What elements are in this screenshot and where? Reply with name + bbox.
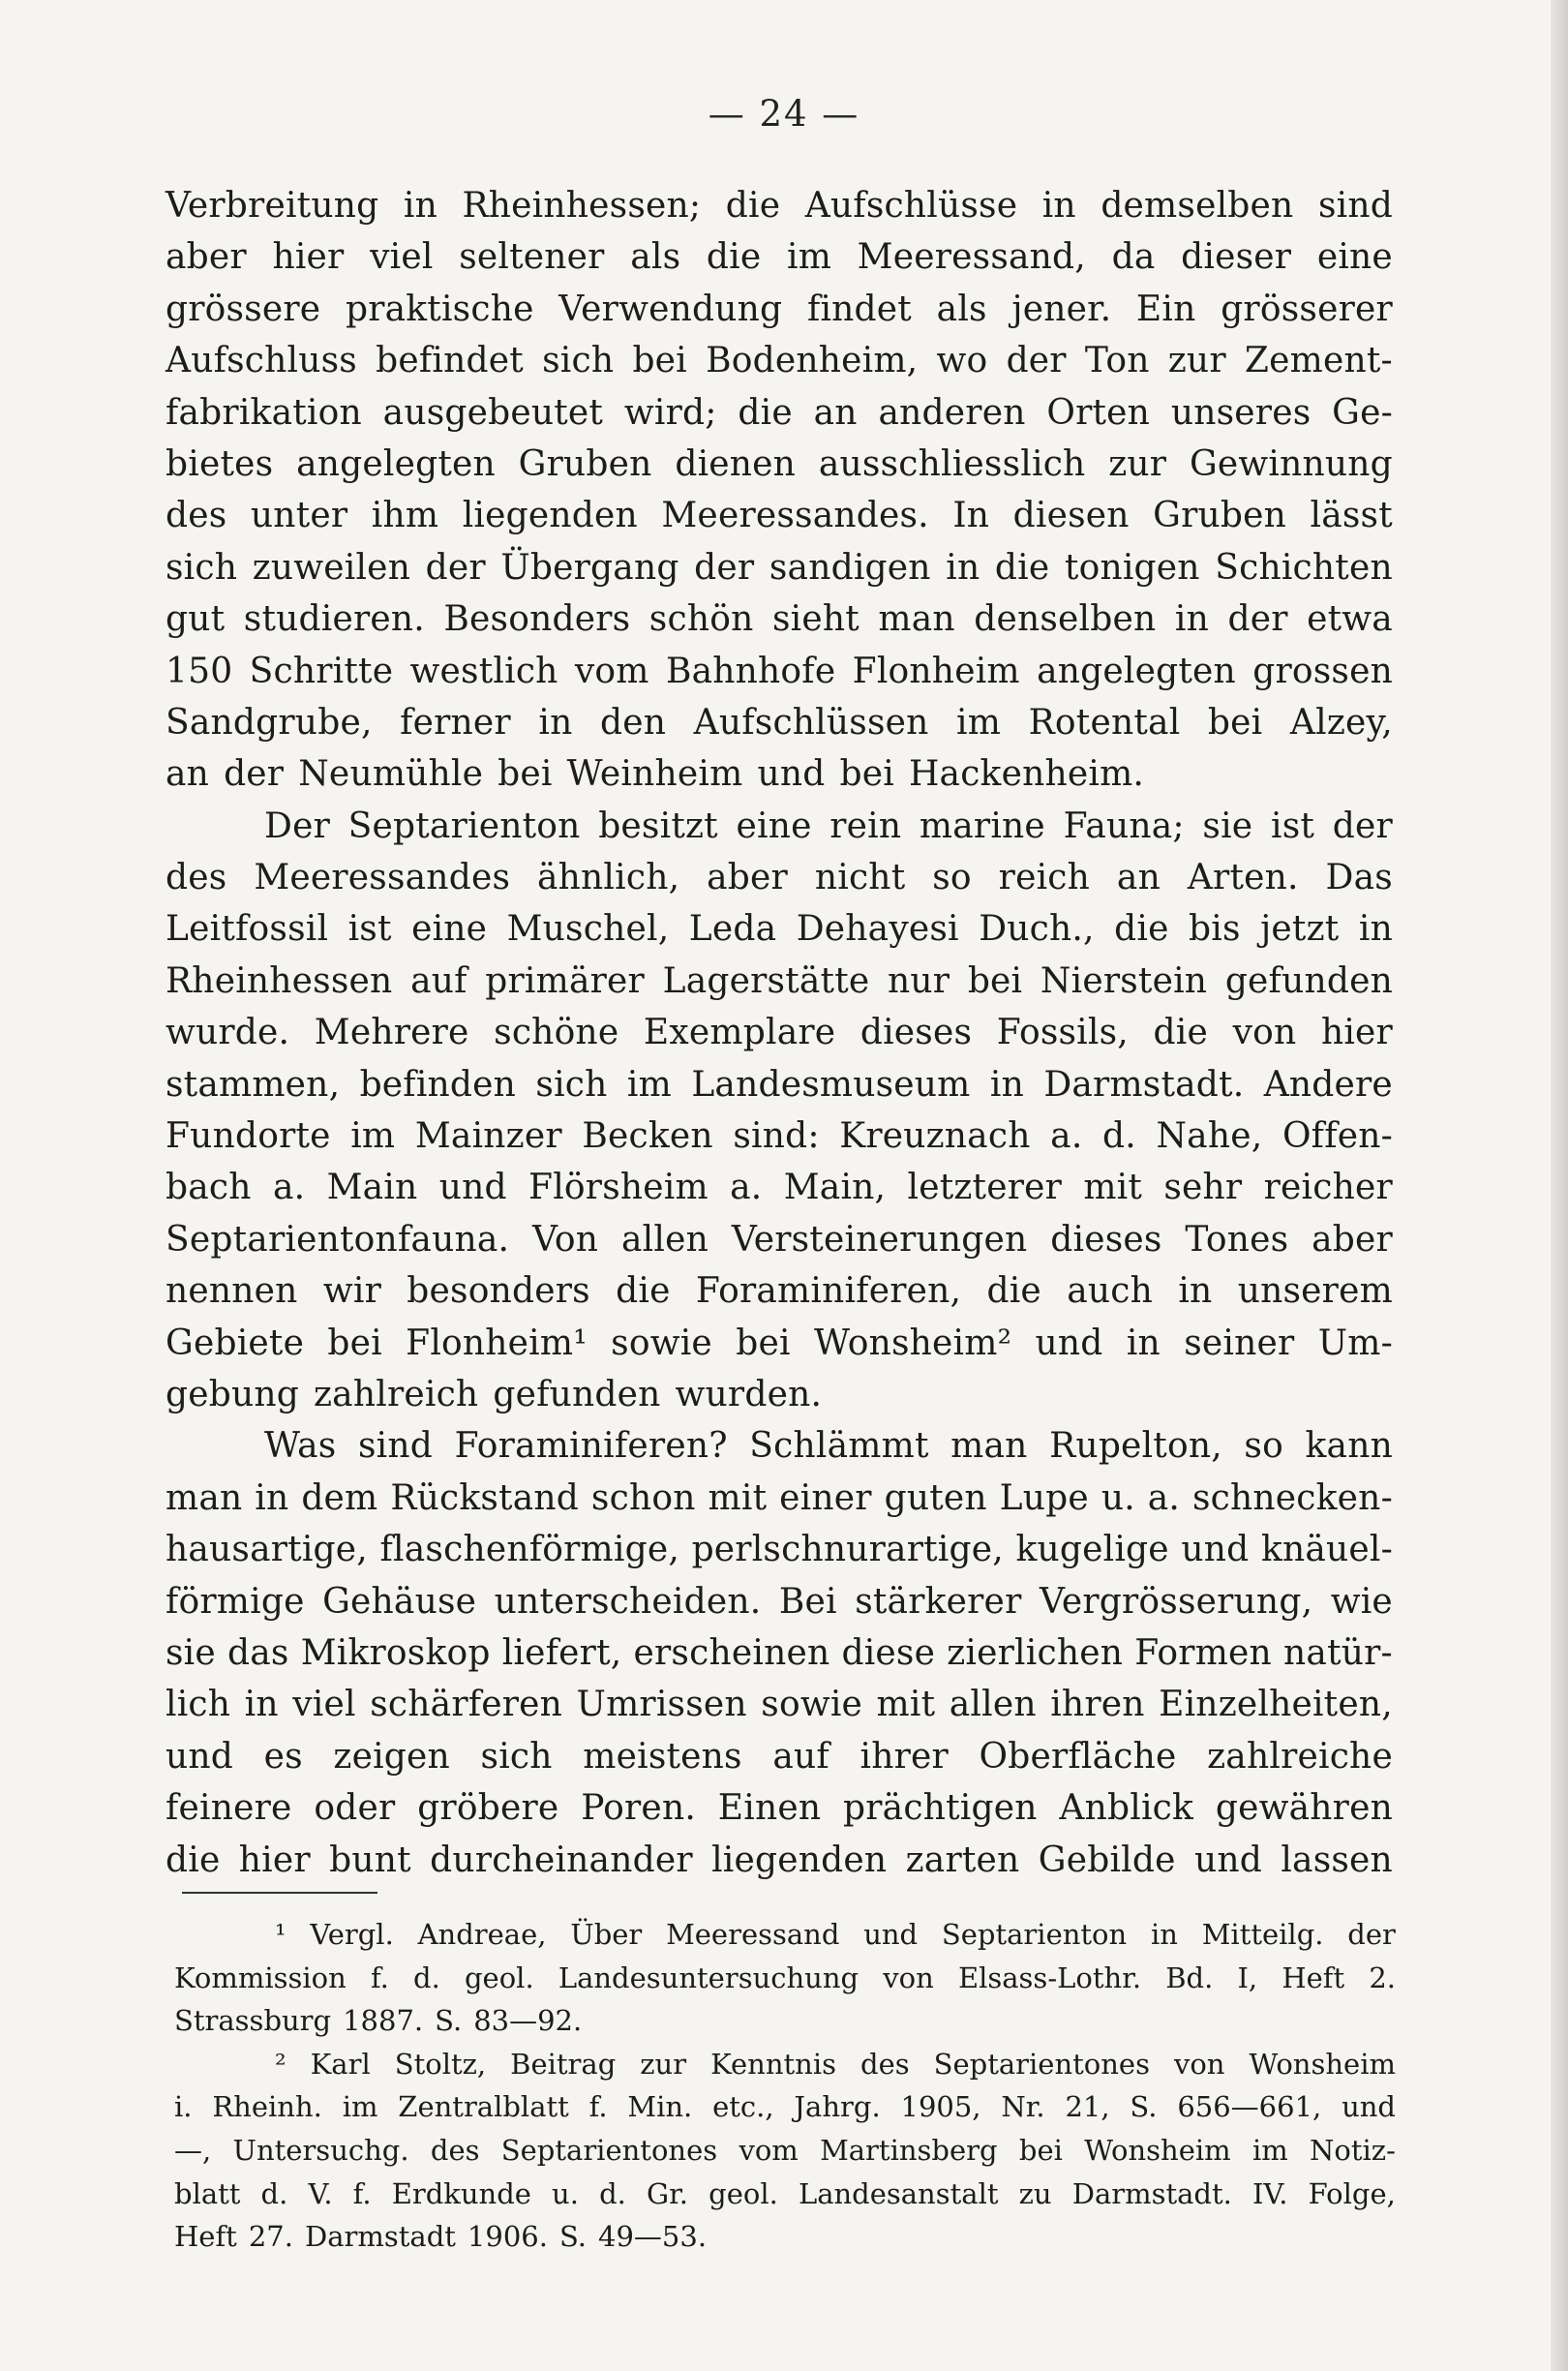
footnote-line: Kommission f. d. geol. Landesuntersuchung von Elsass-Lothr. Bd. I, Heft 2. (174, 1961, 1396, 1994)
page-number: — 24 — (708, 93, 860, 135)
body-text-line: gut studieren. Besonders schön sieht man denselben in der etwa (166, 599, 1393, 640)
body-text-line: Der Septarienton besitzt eine rein marine Fauna; sie ist der (264, 806, 1393, 846)
body-text-line: Was sind Foraminiferen? Schlämmt man Rupelton, so kann (264, 1426, 1393, 1467)
body-text-line: förmige Gehäuse unterscheiden. Bei stärkerer Vergrösserung, wie (166, 1581, 1393, 1622)
body-text-line: Leitfossil ist eine Muschel, Leda Dehayesi Duch., die bis jetzt in (166, 909, 1393, 950)
body-text-line: und es zeigen sich meistens auf ihrer Oberfläche zahlreiche (166, 1736, 1393, 1777)
body-text-line: stammen, befinden sich im Landesmuseum in Darmstadt. Andere (166, 1064, 1393, 1105)
body-text-line: die hier bunt durcheinander liegenden zarten Gebilde und lassen (166, 1839, 1393, 1880)
body-text-line: Septarientonfauna. Von allen Versteinerungen dieses Tones aber (166, 1219, 1393, 1260)
footnote-line: —, Untersuchg. des Septarientones vom Martinsberg bei Wonsheim im Notiz- (174, 2133, 1396, 2167)
body-text-line: Verbreitung in Rheinhessen; die Aufschlüsse in demselben sind (166, 186, 1393, 226)
body-text-line: gebung zahlreich gefunden wurden. (166, 1374, 823, 1414)
body-text-line: nennen wir besonders die Foraminiferen, die auch in unserem (166, 1271, 1393, 1312)
footnote-line: blatt d. V. f. Erdkunde u. d. Gr. geol. Landesanstalt zu Darmstadt. IV. Folge, (174, 2176, 1396, 2210)
body-text-line: sich zuweilen der Übergang der sandigen in die tonigen Schichten (166, 547, 1393, 588)
body-text-line: hausartige, flaschenförmige, perlschnurartige, kugelige und knäuel- (166, 1530, 1393, 1570)
body-text-line: bietes angelegten Gruben dienen ausschliesslich zur Gewinnung (166, 443, 1393, 484)
footnote-line: Heft 27. Darmstadt 1906. S. 49—53. (174, 2220, 708, 2254)
body-text-line: an der Neumühle bei Weinheim und bei Hackenheim. (166, 754, 1145, 795)
body-text-line: feinere oder gröbere Poren. Einen prächtigen Anblick gewähren (166, 1788, 1393, 1829)
body-text-line: man in dem Rückstand schon mit einer guten Lupe u. a. schnecken- (166, 1477, 1393, 1518)
footnote-line: Strassburg 1887. S. 83—92. (174, 2004, 583, 2038)
body-text (166, 180, 1393, 1886)
body-text-line: aber hier viel seltener als die im Meeressand, da dieser eine (166, 237, 1393, 278)
body-text-line: des Meeressandes ähnlich, aber nicht so reich an Arten. Das (166, 858, 1393, 898)
body-text-line: Fundorte im Mainzer Becken sind: Kreuznach a. d. Nahe, Offen- (166, 1116, 1393, 1157)
footnote-divider (182, 1892, 377, 1894)
footnotes (174, 1913, 1396, 2259)
body-text-line: grössere praktische Verwendung findet als jener. Ein grösserer (166, 289, 1393, 329)
body-text-line: 150 Schritte westlich vom Bahnhofe Flonheim angelegten grossen (166, 651, 1393, 691)
body-text-line: fabrikation ausgebeutet wird; die an anderen Orten unseres Ge- (166, 392, 1393, 433)
footnote-line: ² Karl Stoltz, Beitrag zur Kenntnis des Septarientones von Wonsheim (275, 2047, 1396, 2081)
footnote-line: ¹ Vergl. Andreae, Über Meeressand und Septarienton in Mitteilg. der (275, 1918, 1396, 1951)
footnote-line: i. Rheinh. im Zentralblatt f. Min. etc., Jahrg. 1905, Nr. 21, S. 656—661, und (174, 2090, 1396, 2124)
body-text-line: sie das Mikroskop liefert, erscheinen diese zierlichen Formen natür- (166, 1632, 1393, 1673)
body-text-line: Rheinhessen auf primärer Lagerstätte nur bei Nierstein gefunden (166, 960, 1393, 1001)
body-text-line: lich in viel schärferen Umrissen sowie mit allen ihren Einzelheiten, (166, 1685, 1393, 1725)
body-text-line: des unter ihm liegenden Meeressandes. In diesen Gruben lässt (166, 496, 1393, 536)
body-text-line: Sandgrube, ferner in den Aufschlüssen im Rotental bei Alzey, (166, 702, 1393, 743)
page-edge-shadow (1551, 0, 1568, 2371)
body-text-line: Gebiete bei Flonheim¹ sowie bei Wonsheim² und in seiner Um- (166, 1322, 1393, 1363)
body-text-line: wurde. Mehrere schöne Exemplare dieses Fossils, die von hier (166, 1013, 1393, 1053)
body-text-line: bach a. Main und Flörsheim a. Main, letzterer mit sehr reicher (166, 1168, 1393, 1208)
body-text-line: Aufschluss befindet sich bei Bodenheim, wo der Ton zur Zement- (166, 341, 1393, 381)
